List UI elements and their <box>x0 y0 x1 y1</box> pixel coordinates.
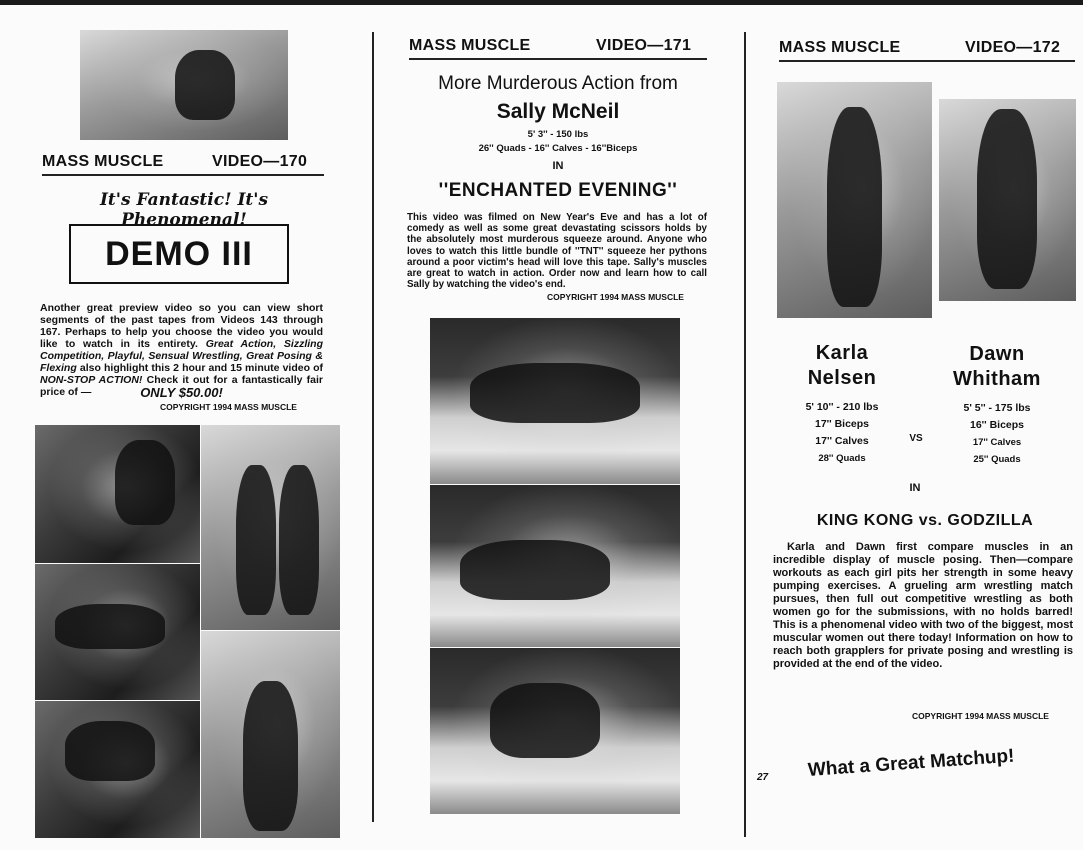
dawn-height-weight: 5' 5'' - 175 lbs <box>963 402 1031 414</box>
stats-171-line-1: 5' 3'' - 150 lbs <box>527 129 589 140</box>
video-172-description: Karla and Dawn first compare muscles in an incredible display of muscle posing. Then—compare workouts as each girl pits her strength in some heavy pumping exercises. A grueling arm wrestling match pursues, then full out competitive wrestling as both women go for the submissions, with no holds barred! This is a phenomenal video with two of the biggest, most muscular women out there today! Information on how to reach both grapplers for private posing and wrestling is provided at the end of the video. <box>773 541 1073 670</box>
top-border <box>0 0 1083 5</box>
video-number-171: VIDEO—171 <box>596 37 692 54</box>
brand-header-171: MASS MUSCLE <box>409 37 531 54</box>
title-172: KING KONG vs. GODZILLA <box>816 512 1034 529</box>
video-171-photo-1 <box>430 318 680 484</box>
tagline: It's Fantastic! It's Phenomenal! <box>99 190 269 230</box>
collage-photo-3 <box>35 564 200 700</box>
in-label-171: IN <box>552 160 564 172</box>
header-rule-172 <box>779 60 1075 62</box>
collage-photo-1 <box>35 425 200 563</box>
vs-label: VS <box>909 433 923 444</box>
dawn-first-name: Dawn <box>969 343 1025 365</box>
karla-height-weight: 5' 10'' - 210 lbs <box>805 401 879 413</box>
collage-photo-5 <box>35 701 200 838</box>
video-170-description: Another great preview video so you can view short segments of the past tapes from Videos 143 through 167. Perhaps to help you choose the video you would like to watch in its entirety. Great Action, Sizzling Competition, Playful, Sensual Wrestling, Great Posing & Flexing also highlight this 2 hour and 15 minute video of NON-STOP ACTION! Check it out for a fantastically fair price of — <box>40 302 324 398</box>
brand-header-170: MASS MUSCLE <box>42 153 164 170</box>
stats-171-line-2: 26'' Quads - 16'' Calves - 16''Biceps <box>478 143 638 154</box>
header-rule-171 <box>409 58 707 60</box>
demo-title: DEMO III <box>105 234 253 273</box>
video-171-photo-3 <box>430 648 680 814</box>
karla-calves: 17'' Calves <box>815 435 869 447</box>
video-171-photo-2 <box>430 485 680 647</box>
karla-stats <box>777 399 907 467</box>
slogan: What a Great Matchup! <box>807 745 1016 781</box>
video-number-170: VIDEO—170 <box>212 153 308 170</box>
copyright-172: COPYRIGHT 1994 MASS MUSCLE <box>912 711 1049 721</box>
karla-quads: 28'' Quads <box>818 453 866 464</box>
brand-header-172: MASS MUSCLE <box>779 39 901 56</box>
karla-nelsen-photo <box>777 82 932 318</box>
header-rule-170 <box>42 174 324 176</box>
copyright-171: COPYRIGHT 1994 MASS MUSCLE <box>547 292 684 302</box>
karla-first-name: Karla <box>815 342 869 364</box>
demo-title-box <box>69 224 289 284</box>
dawn-calves: 17'' Calves <box>972 437 1022 448</box>
copyright-170: COPYRIGHT 1994 MASS MUSCLE <box>160 402 297 412</box>
video-171-description: This video was filmed on New Year's Eve and has a lot of comedy as well as some great devastating scissors holds by the absolutely most murderous squeeze around. Anyone who loves to watch this little bundle of ''TNT'' squeeze her pythons around a poor victim's head will love this tape. Sally's muscles are great to watch in action. Order now and learn how to call Sally by watching the video's end. <box>407 212 707 291</box>
in-label-172: IN <box>909 482 921 494</box>
price: ONLY $50.00! <box>140 385 223 400</box>
video-number-172: VIDEO—172 <box>965 39 1061 56</box>
title-171: ''ENCHANTED EVENING'' <box>438 180 678 201</box>
headline-171: More Murderous Action from <box>438 73 678 94</box>
video-170-top-photo <box>80 30 288 140</box>
karla-last-name: Nelsen <box>807 367 877 389</box>
dawn-quads: 25'' Quads <box>973 454 1021 465</box>
dawn-whitham-photo <box>939 99 1076 301</box>
collage-photo-4 <box>201 631 340 838</box>
karla-biceps: 17'' Biceps <box>814 418 870 430</box>
dawn-last-name: Whitham <box>953 368 1041 390</box>
star-name-171: Sally McNeil <box>496 100 620 123</box>
column-divider-right <box>744 32 746 837</box>
dawn-stats <box>932 400 1062 468</box>
dawn-biceps: 16'' Biceps <box>969 419 1025 431</box>
column-divider-left <box>372 32 374 822</box>
page-number: 27 <box>757 772 769 783</box>
collage-photo-2 <box>201 425 340 630</box>
